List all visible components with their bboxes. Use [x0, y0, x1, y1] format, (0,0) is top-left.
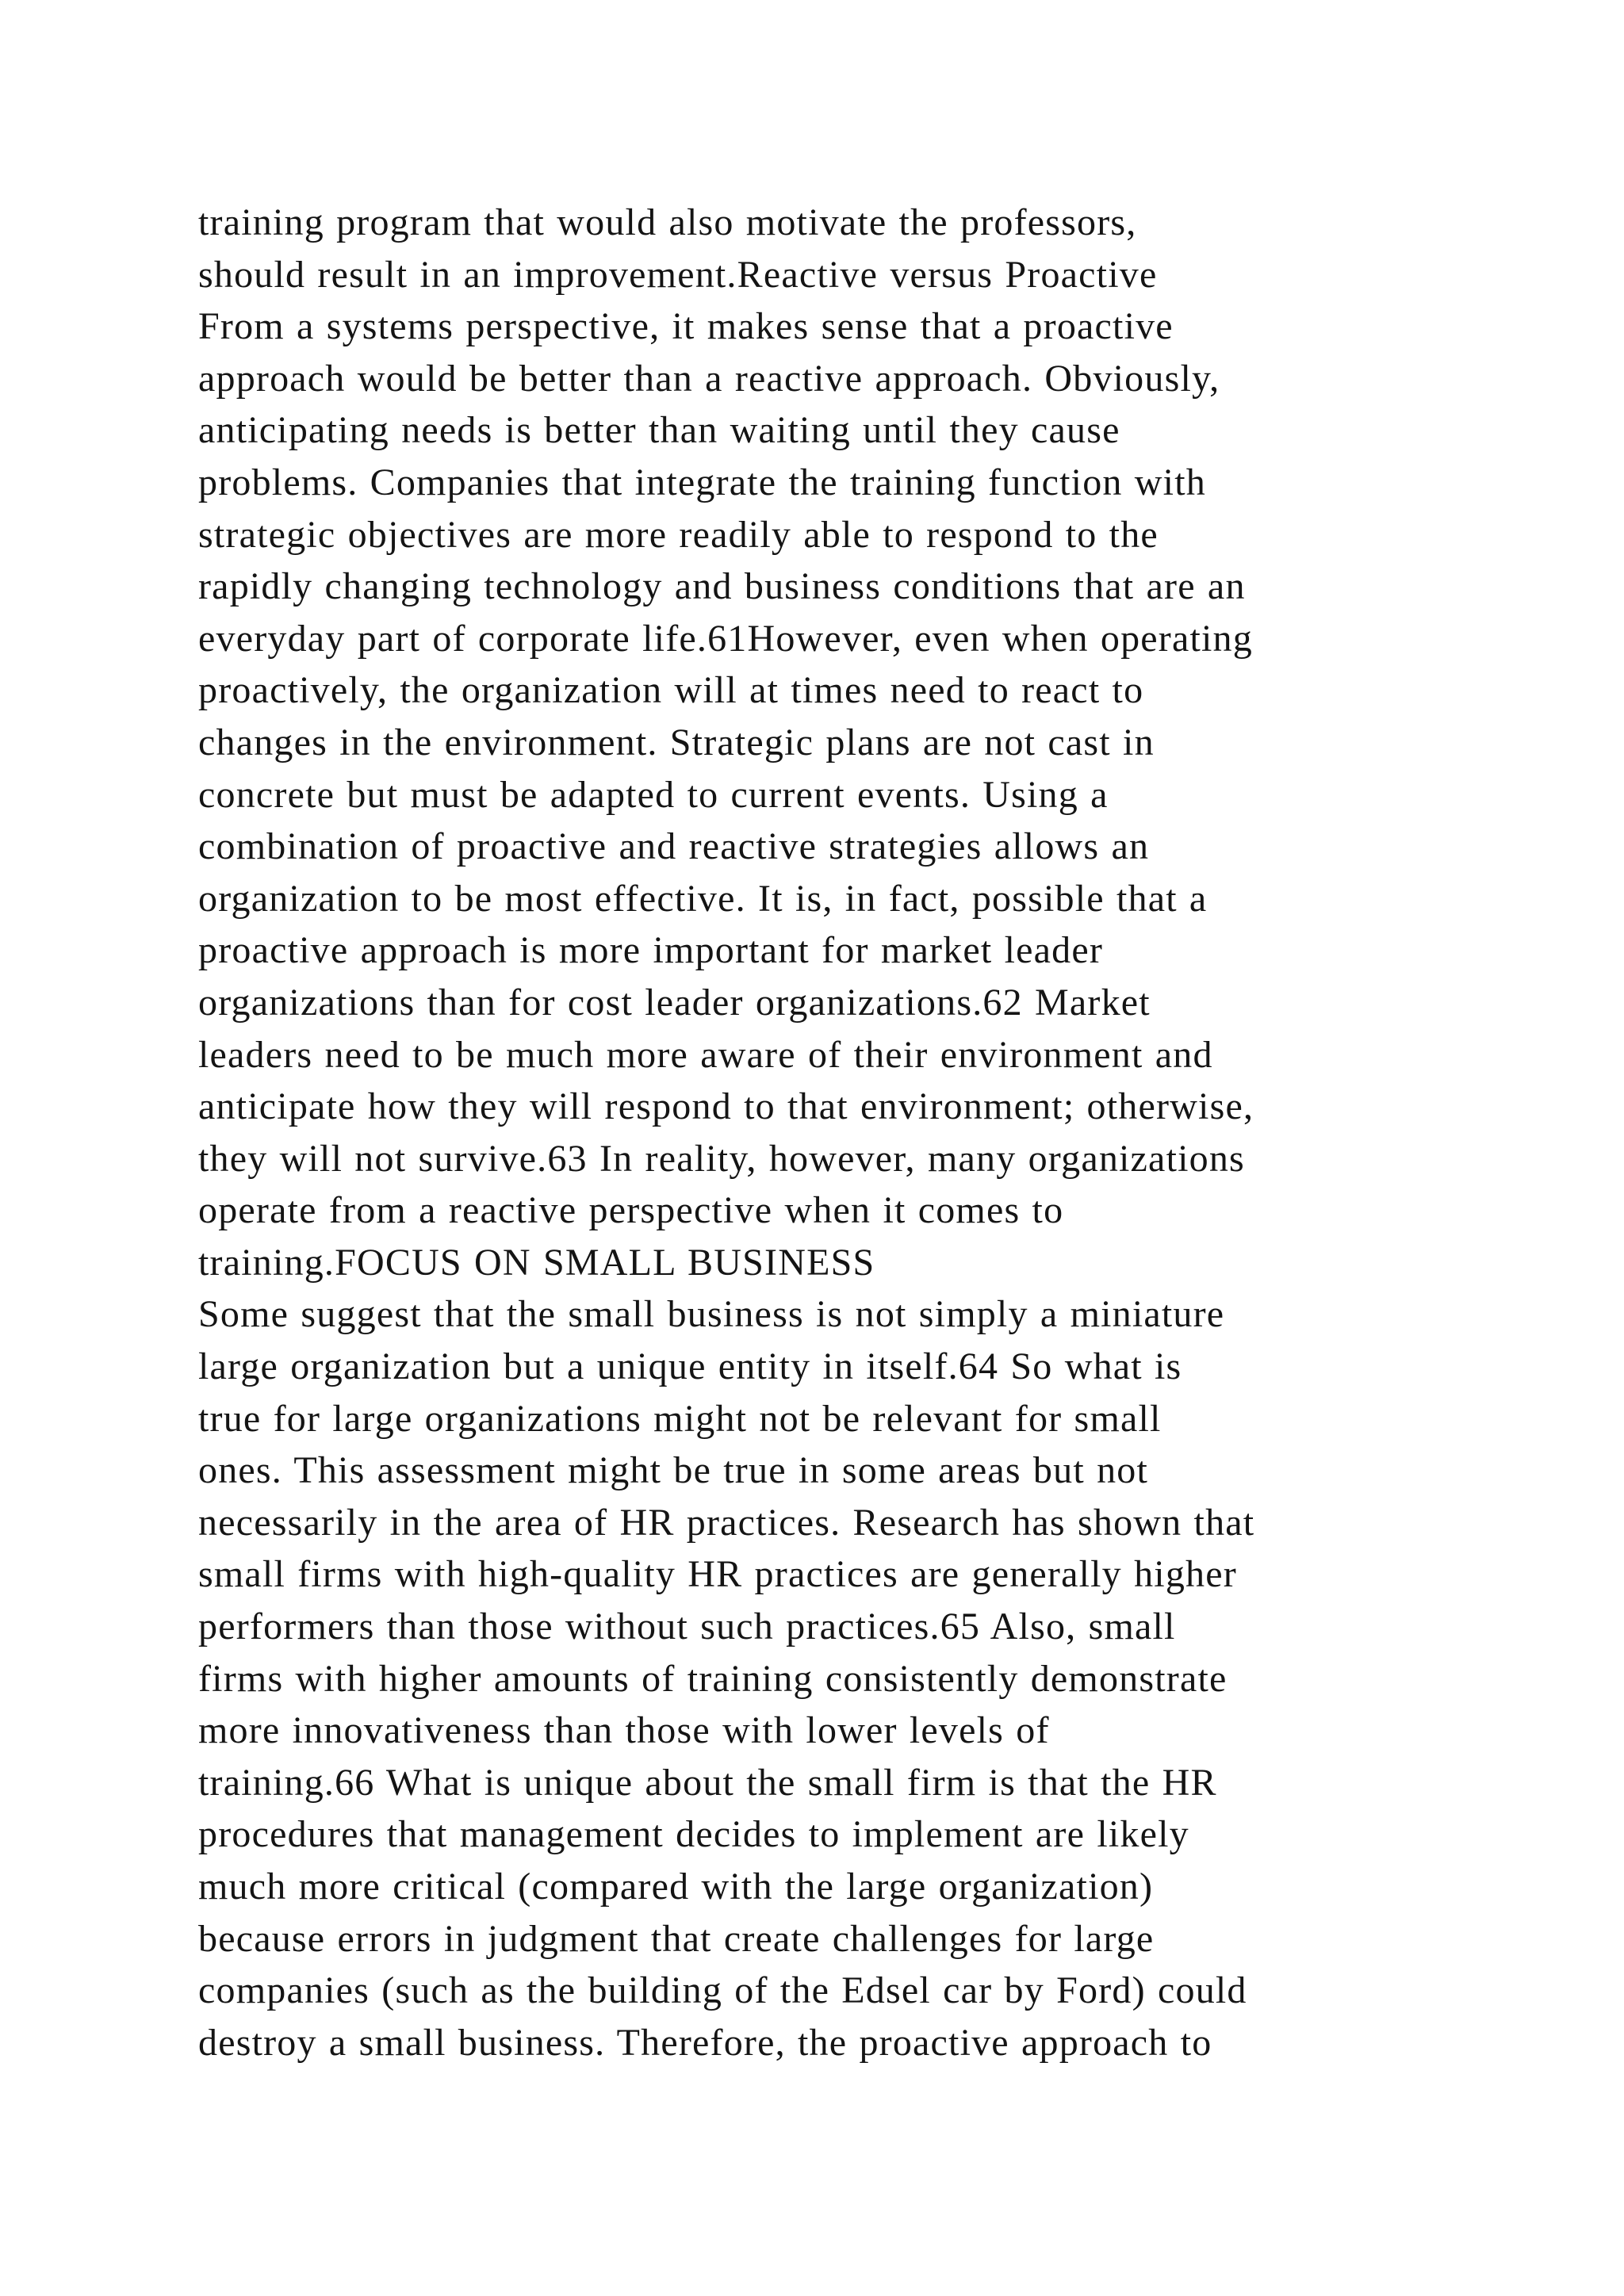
text-line: organizations than for cost leader organizations.62 Market: [198, 981, 1151, 1024]
text-line: operate from a reactive perspective when it comes to: [198, 1189, 1064, 1232]
text-line: should result in an improvement.Reactive versus Proactive: [198, 253, 1158, 296]
text-line: performers than those without such practices.65 Also, small: [198, 1605, 1176, 1648]
text-line: anticipating needs is better than waiting until they cause: [198, 409, 1120, 452]
body-text: [198, 197, 1546, 2068]
text-line: From a systems perspective, it makes sense that a proactive: [198, 305, 1174, 348]
text-line: much more critical (compared with the large organization): [198, 1866, 1154, 1908]
text-line: ones. This assessment might be true in some areas but not: [198, 1449, 1149, 1492]
text-line: anticipate how they will respond to that environment; otherwise,: [198, 1085, 1254, 1128]
text-line: everyday part of corporate life.61However, even when operating: [198, 617, 1253, 660]
text-line: training.FOCUS ON SMALL BUSINESS: [198, 1241, 875, 1284]
text-line: firms with higher amounts of training consistently demonstrate: [198, 1657, 1228, 1700]
text-line: concrete but must be adapted to current events. Using a: [198, 773, 1109, 816]
text-line: leaders need to be much more aware of their environment and: [198, 1033, 1213, 1076]
text-line: rapidly changing technology and business conditions that are an: [198, 565, 1246, 608]
text-line: training program that would also motivate the professors,: [198, 201, 1137, 243]
text-line: Some suggest that the small business is not simply a miniature: [198, 1293, 1225, 1336]
text-line: procedures that management decides to implement are likely: [198, 1813, 1189, 1856]
text-line: destroy a small business. Therefore, the proactive approach to: [198, 2021, 1212, 2064]
text-line: changes in the environment. Strategic plans are not cast in: [198, 721, 1155, 763]
text-line: more innovativeness than those with lower levels of: [198, 1709, 1050, 1752]
text-line: companies (such as the building of the Edsel car by Ford) could: [198, 1969, 1247, 2012]
text-line: large organization but a unique entity in itself.64 So what is: [198, 1345, 1182, 1388]
text-line: true for large organizations might not be relevant for small: [198, 1397, 1162, 1440]
text-line: combination of proactive and reactive strategies allows an: [198, 825, 1150, 868]
text-line: necessarily in the area of HR practices. Research has shown that: [198, 1501, 1255, 1544]
text-line: strategic objectives are more readily able to respond to the: [198, 513, 1159, 556]
text-line: because errors in judgment that create challenges for large: [198, 1917, 1155, 1960]
text-line: training.66 What is unique about the small firm is that the HR: [198, 1761, 1217, 1804]
text-line: proactive approach is more important for market leader: [198, 929, 1104, 972]
text-line: organization to be most effective. It is, in fact, possible that a: [198, 877, 1208, 920]
text-line: they will not survive.63 In reality, however, many organizations: [198, 1137, 1245, 1180]
text-line: small firms with high-quality HR practices are generally higher: [198, 1553, 1237, 1596]
text-line: approach would be better than a reactive approach. Obviously,: [198, 357, 1220, 400]
text-line: proactively, the organization will at times need to react to: [198, 669, 1144, 712]
text-line: problems. Companies that integrate the training function with: [198, 461, 1206, 503]
